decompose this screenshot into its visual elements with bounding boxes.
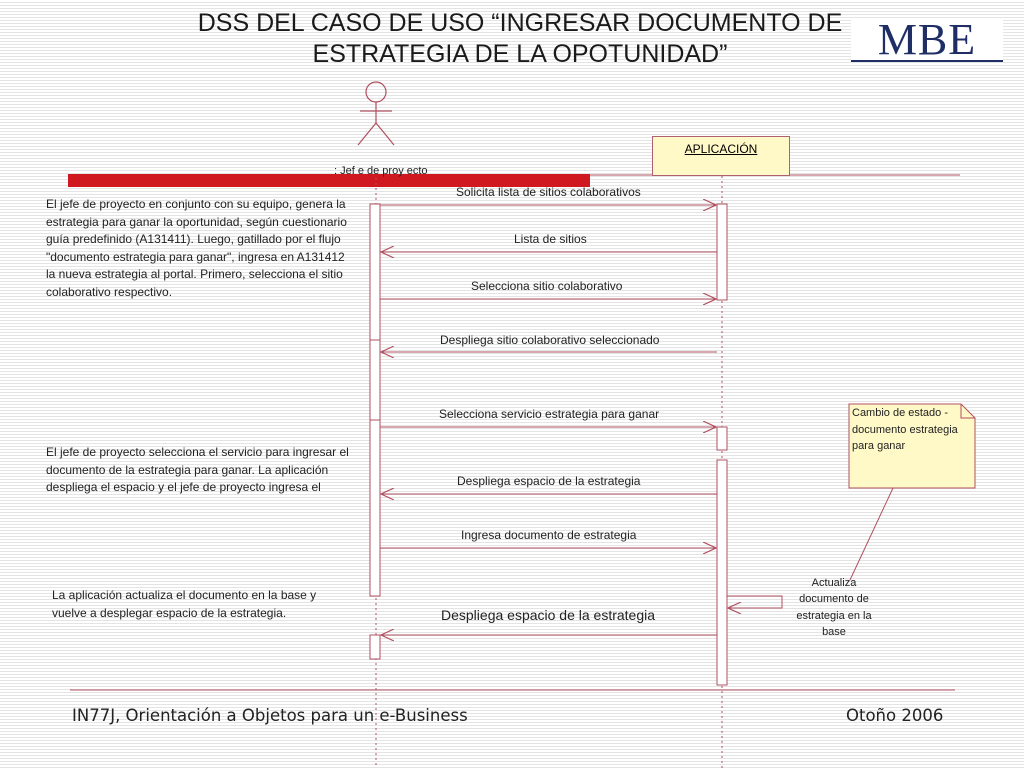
mbe-logo: MBE [851,18,1003,62]
message-label: Selecciona sitio colaborativo [471,279,623,293]
message-label: Selecciona servicio estrategia para ganar [439,407,660,421]
message-label: Lista de sitios [514,232,587,246]
system-object-box [652,136,790,176]
self-message-label: Actualiza documento de estrategia en la base [796,577,872,638]
actor-activation [370,204,380,340]
system-activation [717,204,727,300]
description-text: El jefe de proyecto selecciona el servicio para ingresar el documento de la estrategia para ganar. La aplicación despliega el espacio y el jefe de proyecto ingresa el [46,445,349,494]
actor-activation [370,635,380,659]
system-label: APLICACIÓN [684,142,758,156]
system-activation [717,427,727,450]
footer-course: IN77J, Orientación a Objetos para un e-Business [72,706,468,725]
description-text: El jefe de proyecto en conjunto con su equipo, genera la estrategia para ganar la oportunidad, según cuestionario guía predefinido (A131411). Luego, gatillado por el flujo "documento estrategia para ganar", ingresa en A131412 la nueva estrategia al portal. Primero, selecciona el sitio colaborativo respectivo. [46,197,347,299]
actor-activation [370,420,380,596]
self-message-arrow [727,596,782,608]
footer-term: Otoño 2006 [846,706,944,725]
state-note-text: Cambio de estado - documento estrategia para ganar [852,407,958,452]
actor-activation [370,340,380,420]
description-text: La aplicación actualiza el documento en la base y vuelve a desplegar espacio de la estrategia. [52,588,317,620]
message-label: Solicita lista de sitios colaborativos [456,185,641,199]
message-label: Despliega sitio colaborativo seleccionado [440,333,660,347]
slide-title: DSS DEL CASO DE USO “INGRESAR DOCUMENTO DE ESTRATEGIA DE LA OPOTUNIDAD” [197,9,843,68]
message-label: Despliega espacio de la estrategia [457,474,641,488]
note-connector [850,488,893,580]
message-label: Ingresa documento de estrategia [461,528,637,542]
actor-icon [358,82,394,145]
system-activation [717,460,727,685]
actor-label: : Jef e de proy ecto [334,165,428,177]
message-label: Despliega espacio de la estrategia [441,607,656,623]
